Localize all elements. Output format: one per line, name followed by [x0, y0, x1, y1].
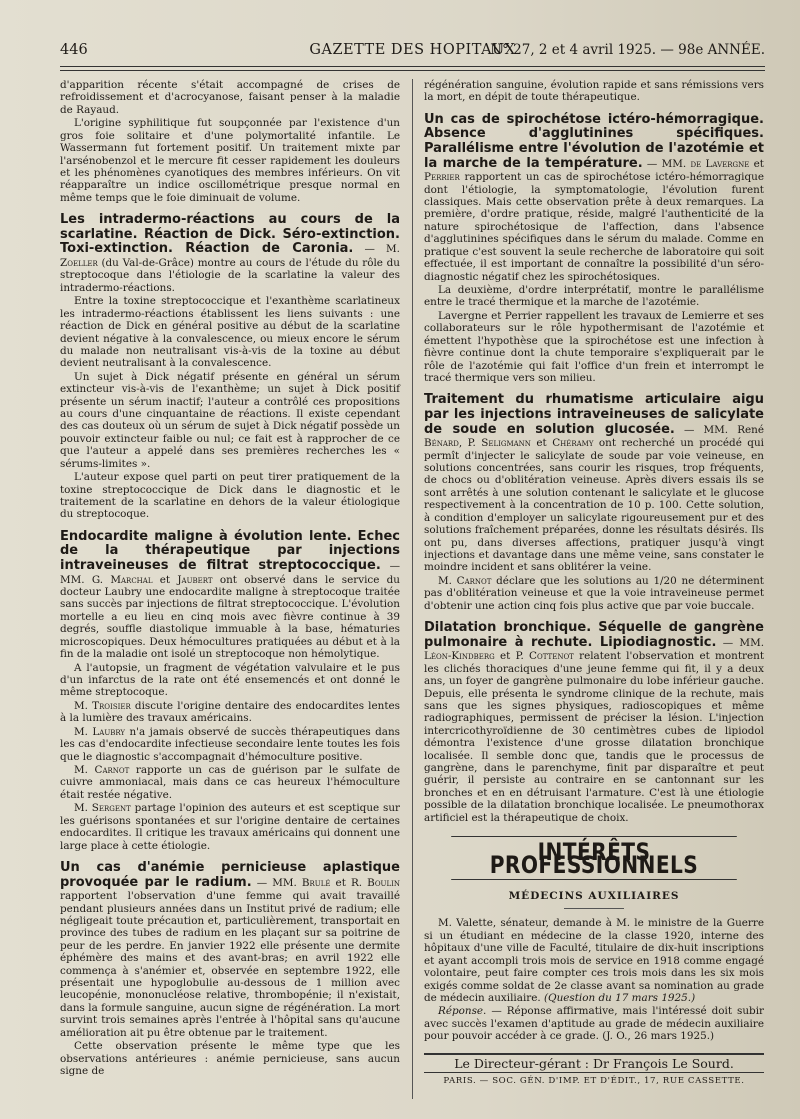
prefix: M. [74, 763, 95, 776]
question-paragraph [424, 917, 764, 1004]
issue-info: N° 27, 2 et 4 avril 1925. — 98e ANNÉE. [490, 42, 765, 58]
paragraph [60, 700, 400, 725]
paragraph-text: discute l'origine dentaire des endocardites lentes à la lumière des travaux américains. [60, 699, 401, 725]
paragraph-text: déclare que les solutions au 1/20 ne déterminent pas d'oblitération veineuse et que la voie intraveineuse permet d'obtenir une action cinq fois plus active que par voie buccale. [424, 574, 764, 612]
article-endocardite [60, 530, 400, 661]
conjunction: et [749, 157, 764, 170]
paragraph [60, 802, 400, 852]
article-text: ont observé dans le service du docteur Laubry une endocardite maligne à streptocoque traitée sans succès par injections de filtrat streptococcique. L'évolution mortelle a eu lieu en cinq mois avec fièvre continue à 39 degrés, souffle diastolique immuable à la base, hématuries microscopiques. Deux hémocultures pratiquées au début et à la fin de la maladie ont isolé un streptocoque non hémolytique. [60, 573, 400, 661]
article-heading: Un cas de spirochétose ictéro-hémorragique. Absence d'agglutinines spécifiques. Parallélisme entre l'évolution de l'azotémie et la marche de la température. [424, 111, 764, 171]
printer-line: PARIS. — SOC. GÉN. D'IMP. ET D'ÉDIT., 17, RUE CASSETTE. [443, 1076, 745, 1087]
conjunction: et [330, 876, 351, 889]
article-scarlatine [60, 213, 400, 294]
dash: — MM. [716, 636, 765, 649]
paragraph: Un sujet à Dick négatif présente en général un sérum extincteur vis-à-vis de l'exanthème; un sujet à Dick positif présente un sérum inactif; l'auteur a contrôlé ces propositions au cours d'une cinquantaine de réactions. Il existe cependant des cas douteux où un sérum de sujet à Dick négatif possède un pouvoir extincteur faible ou nul; ce fait est à rapprocher de ce que l'auteur a appelé dans ses premières recherches les « sérums-limites ». [60, 370, 400, 470]
paragraph [60, 726, 400, 763]
paragraph: L'auteur expose quel parti on peut tirer pratiquement de la toxine streptococcique de Dick dans le diagnostic et le traitement de la scarlatine en dehors de la valeur étiologique du streptocoque. [60, 471, 400, 521]
prefix: M. [74, 699, 93, 712]
author-name: Bénard [424, 437, 459, 450]
article-rhumatisme [424, 393, 764, 573]
author-name: R. Boulin [350, 876, 400, 889]
article-text: (du Val-de-Grâce) montre au cours de l'étude du rôle du streptocoque dans l'étiologie de la scarlatine la valeur des intradermo-réactions. [60, 257, 400, 294]
dash: — MM. [642, 157, 691, 170]
dash: — MM. René [674, 423, 765, 436]
director-signature: Le Directeur-gérant : Dr François Le Sourd. [424, 1053, 764, 1073]
answer-text: — Réponse affirmative, mais l'intéressé doit subir avec succès l'examen d'aptitude au grade de médecin auxiliaire pour pouvoir accéder à ce grade. [424, 1005, 764, 1043]
question-text: M. Valette, sénateur, demande à M. le ministre de la Guerre si un étudiant en médecine de la classe 1920, interne des hôpitaux d'une ville de Faculté, titulaire de dix-huit inscriptions et ayant accompli trois mois de service en 1918 comme engagé volontaire, peut faire compter ces trois mois dans les six mois exigés comme soldat de 2e classe avant sa nomination au grade de médecin auxiliaire. [424, 917, 764, 1004]
answer-label: Réponse. [438, 1005, 487, 1018]
author-name: Seligmann [481, 437, 531, 450]
article-text: rapportent l'observation d'une femme qui avait travaillé pendant plusieurs années dans un Institut privé de radium; elle négligeait toute précaution et, particulièrement, transportait en province des tubes de radium en les plaçant sur sa poitrine de peur de les perdre. En janvier 1922 elle présente une dermite éphémère des mains et des avant-bras; en avril 1922 elle commença à s'anémier et, observée en septembre 1922, elle présentait une hypoglobulie au-dessous de 1 million avec leucopénie, mononucléose relative, thrombopénie; il n'existait, dans la formule sanguine, aucun signe de régénération. La mort survint trois semaines après l'entrée à l'hôpital sans qu'aucune amélioration ait pu être obtenue par le traitement. [60, 890, 400, 1039]
author-name: Carnot [456, 574, 492, 587]
author-name: Chéramy [552, 437, 594, 450]
author-name: Jaubert [177, 573, 213, 586]
conjunction: et [530, 437, 553, 450]
paragraph: Lavergne et Perrier rappellent les travaux de Lemierre et ses collaborateurs sur le rôle hypothermisant de l'azotémie et émettent l'hypothèse que la spirochétose est une infection à fièvre continue dont la chute temporaire s'expliquerait par le rôle de l'azotémie qui fait l'office d'un frein et interrompt le tracé thermique vers son milieu. [424, 309, 764, 384]
subsection-rule [564, 908, 624, 909]
header-rule-2 [60, 70, 765, 71]
paragraph: La deuxième, d'ordre interprétatif, montre le parallélisme entre le tracé thermique et la marche de l'azotémie. [424, 284, 764, 309]
paragraph: d'apparition récente s'était accompagné de crises de refroidissement et d'acrocyanose, faisant penser à la maladie de Rayaud. [60, 79, 400, 116]
answer-paragraph [424, 1005, 764, 1042]
author-name: G. Marchal [91, 573, 153, 586]
article-anemie [60, 861, 400, 1039]
dash: — M. [353, 243, 400, 256]
article-heading: Un cas d'anémie pernicieuse aplastique provoquée par le radium. [60, 859, 400, 890]
author-name: Sergent [91, 802, 131, 815]
article-text: rapportent un cas de spirochétose ictéro-hémorragique dont l'étiologie, la symptomatologie, l'évolution furent classiques. Mais cette observation prête à deux remarques. La première, d'ordre pratique, réside, malgré l'authenticité de la nature spirochétosique de l'affection, dans l'absence d'agglutinines spécifiques dans le sérum du malade. Comme en pratique c'est souvent la seule recherche de laboratoire qui soit effectuée, il est important de connaître la possibilité d'un séro-diagnostic négatif chez les spirochétosiques. [424, 171, 764, 283]
author-name: Carnot [94, 763, 130, 776]
column-divider [412, 79, 413, 1099]
article-heading: Les intradermo-réactions au cours de la scarlatine. Réaction de Dick. Séro-extinction. Toxi-extinction. Réaction de Caronia. [60, 212, 400, 257]
header-rule [60, 66, 765, 67]
author-name: de Lavergne [690, 157, 750, 170]
paragraph-text: n'a jamais observé de succès thérapeutiques dans les cas d'endocardite infectieuse secondaire lente toutes les fois que le diagnostic s'accompagnait d'hémoculture positive. [60, 725, 400, 763]
page-header [60, 42, 765, 64]
prefix: M. [438, 574, 457, 587]
paragraph: Cette observation présente le même type que les observations antérieures : anémie pernicieuse, sans aucun signe de [60, 1040, 400, 1078]
dash: — MM. [251, 876, 302, 889]
paragraph-text: partage l'opinion des auteurs et est sceptique sur les guérisons spontanées et sur l'origine dentaire de certaines endocardites. Il critique les travaux américains qui donnent une large place à cette étiologie. [60, 802, 400, 852]
article-spirochetose [424, 113, 764, 283]
prefix: M. [74, 802, 92, 815]
paragraph [60, 764, 400, 801]
paragraph-text: rapporte un cas de guérison par le sulfate de cuivre ammoniacal, mais dans ce cas heureux l'hémoculture était restée négative. [60, 763, 400, 801]
prefix: M. [74, 725, 93, 738]
author-name: Troisier [92, 699, 131, 712]
article-heading: Traitement du rhumatisme articulaire aigu par les injections intraveineuses de salicylate de soude en solution glucosée. [424, 392, 764, 437]
journal-title: GAZETTE DES HOPITAUX [309, 42, 516, 58]
left-column [60, 79, 400, 1078]
author-name: Perrier [424, 171, 460, 184]
paragraph [424, 575, 764, 612]
conjunction: et P. [494, 650, 530, 663]
article-text: ont recherché un procédé qui permît d'injecter le salicylate de soude par voie veineuse, en solutions concentrées, sans courir les risques, trop fréquents, de chocs ou d'oblitération veineuse. Après divers essais ils se sont arrêtés à une solution contenant le salicylate et le glucose respectivement à la concentration de 10 p. 100. Cette solution, à condition d'employer un salicylate rigoureusement pur et des solutions fraîchement préparées, donne les résultats désirés. Ils ont pu, dans diverses affections, pratiquer jusqu'à vingt injections et davantage dans une même veine, sans constater le moindre incident et sans oblitérer la veine. [424, 437, 764, 574]
paragraph: A l'autopsie, un fragment de végétation valvulaire et le pus d'un infarctus de la rate ont été ensemencés et ont donné le même streptocoque. [60, 661, 400, 699]
author-name: Léon-Kindberg [424, 650, 495, 663]
article-heading: Dilatation bronchique. Séquelle de gangrène pulmonaire à rechute. Lipiodiagnostic. [424, 620, 764, 650]
right-column [424, 79, 764, 1088]
question-reference: (Question du 17 mars 1925.) [540, 991, 696, 1004]
author-name: Laubry [92, 725, 126, 738]
answer-reference: (J. O., 26 mars 1925.) [598, 1030, 715, 1043]
subsection-heading: MÉDECINS AUXILIAIRES [508, 890, 680, 903]
article-text: relatent l'observation et montrent les clichés thoraciques d'une jeune femme qui fit, il y a deux ans, un foyer de gangrène pulmonaire du lobe inférieur gauche. Depuis, elle présenta le syndrome clinique de la rechute, mais sans que les signes physiques, radioscopiques et même radiographiques, permissent de préciser la lésion. L'injection intercricothyroïdienne de 30 centimètres cubes de lipiodol démontra l'existence d'une grosse dilatation bronchique localisée. Il semble donc que, tandis que le processus de gangrène, dans le parenchyme, finit par disparaître et peut guérir, il persiste au contraire en se cantonnant sur les bronches et en en détruisant l'armature. C'est là une étiologie possible de la dilatation bronchique localisée. Le pneumothorax artificiel est la thérapeutique de choix. [424, 650, 765, 824]
article-dilatation [424, 621, 764, 824]
author-name: Cottenot [529, 650, 574, 663]
section-banner: INTÉRÊTS PROFESSIONNELS [451, 836, 737, 880]
separator: , P. [458, 437, 482, 450]
paragraph: Entre la toxine streptococcique et l'exanthème scarlatineux les intradermo-réactions établissent les liens suivants : une réaction de Dick en général positive au début de la scarlatine devient négative à la convalescence, ou mieux encore le sérum du malade non neutralisant vis-à-vis de la toxine au début devient neutralisant à la convalescence. [60, 295, 400, 370]
dash: — MM. [60, 560, 400, 586]
author-name: Brulé [301, 876, 331, 889]
page-number: 446 [60, 42, 88, 58]
article-heading: Endocardite maligne à évolution lente. Echec de la thérapeutique par injections intraveineuses de filtrat streptococcique. [60, 528, 400, 574]
conjunction: et [152, 573, 178, 586]
paragraph: L'origine syphilitique fut soupçonnée par l'existence d'un gros foie solitaire et d'une polymortalité infantile. Le Wassermann fut fortement positif. Un traitement mixte par l'arsénobenzol et le mercure fit cesser rapidement les douleurs et les phénomènes cyanotiques des membres inférieurs. On vit réapparaître un indice oscillométrique presque normal en même temps que le foie diminuait de volume. [60, 117, 400, 204]
paragraph: régénération sanguine, évolution rapide et sans rémissions vers la mort, en dépit de toute thérapeutique. [424, 79, 764, 104]
author-name: Zoeller [60, 257, 98, 269]
